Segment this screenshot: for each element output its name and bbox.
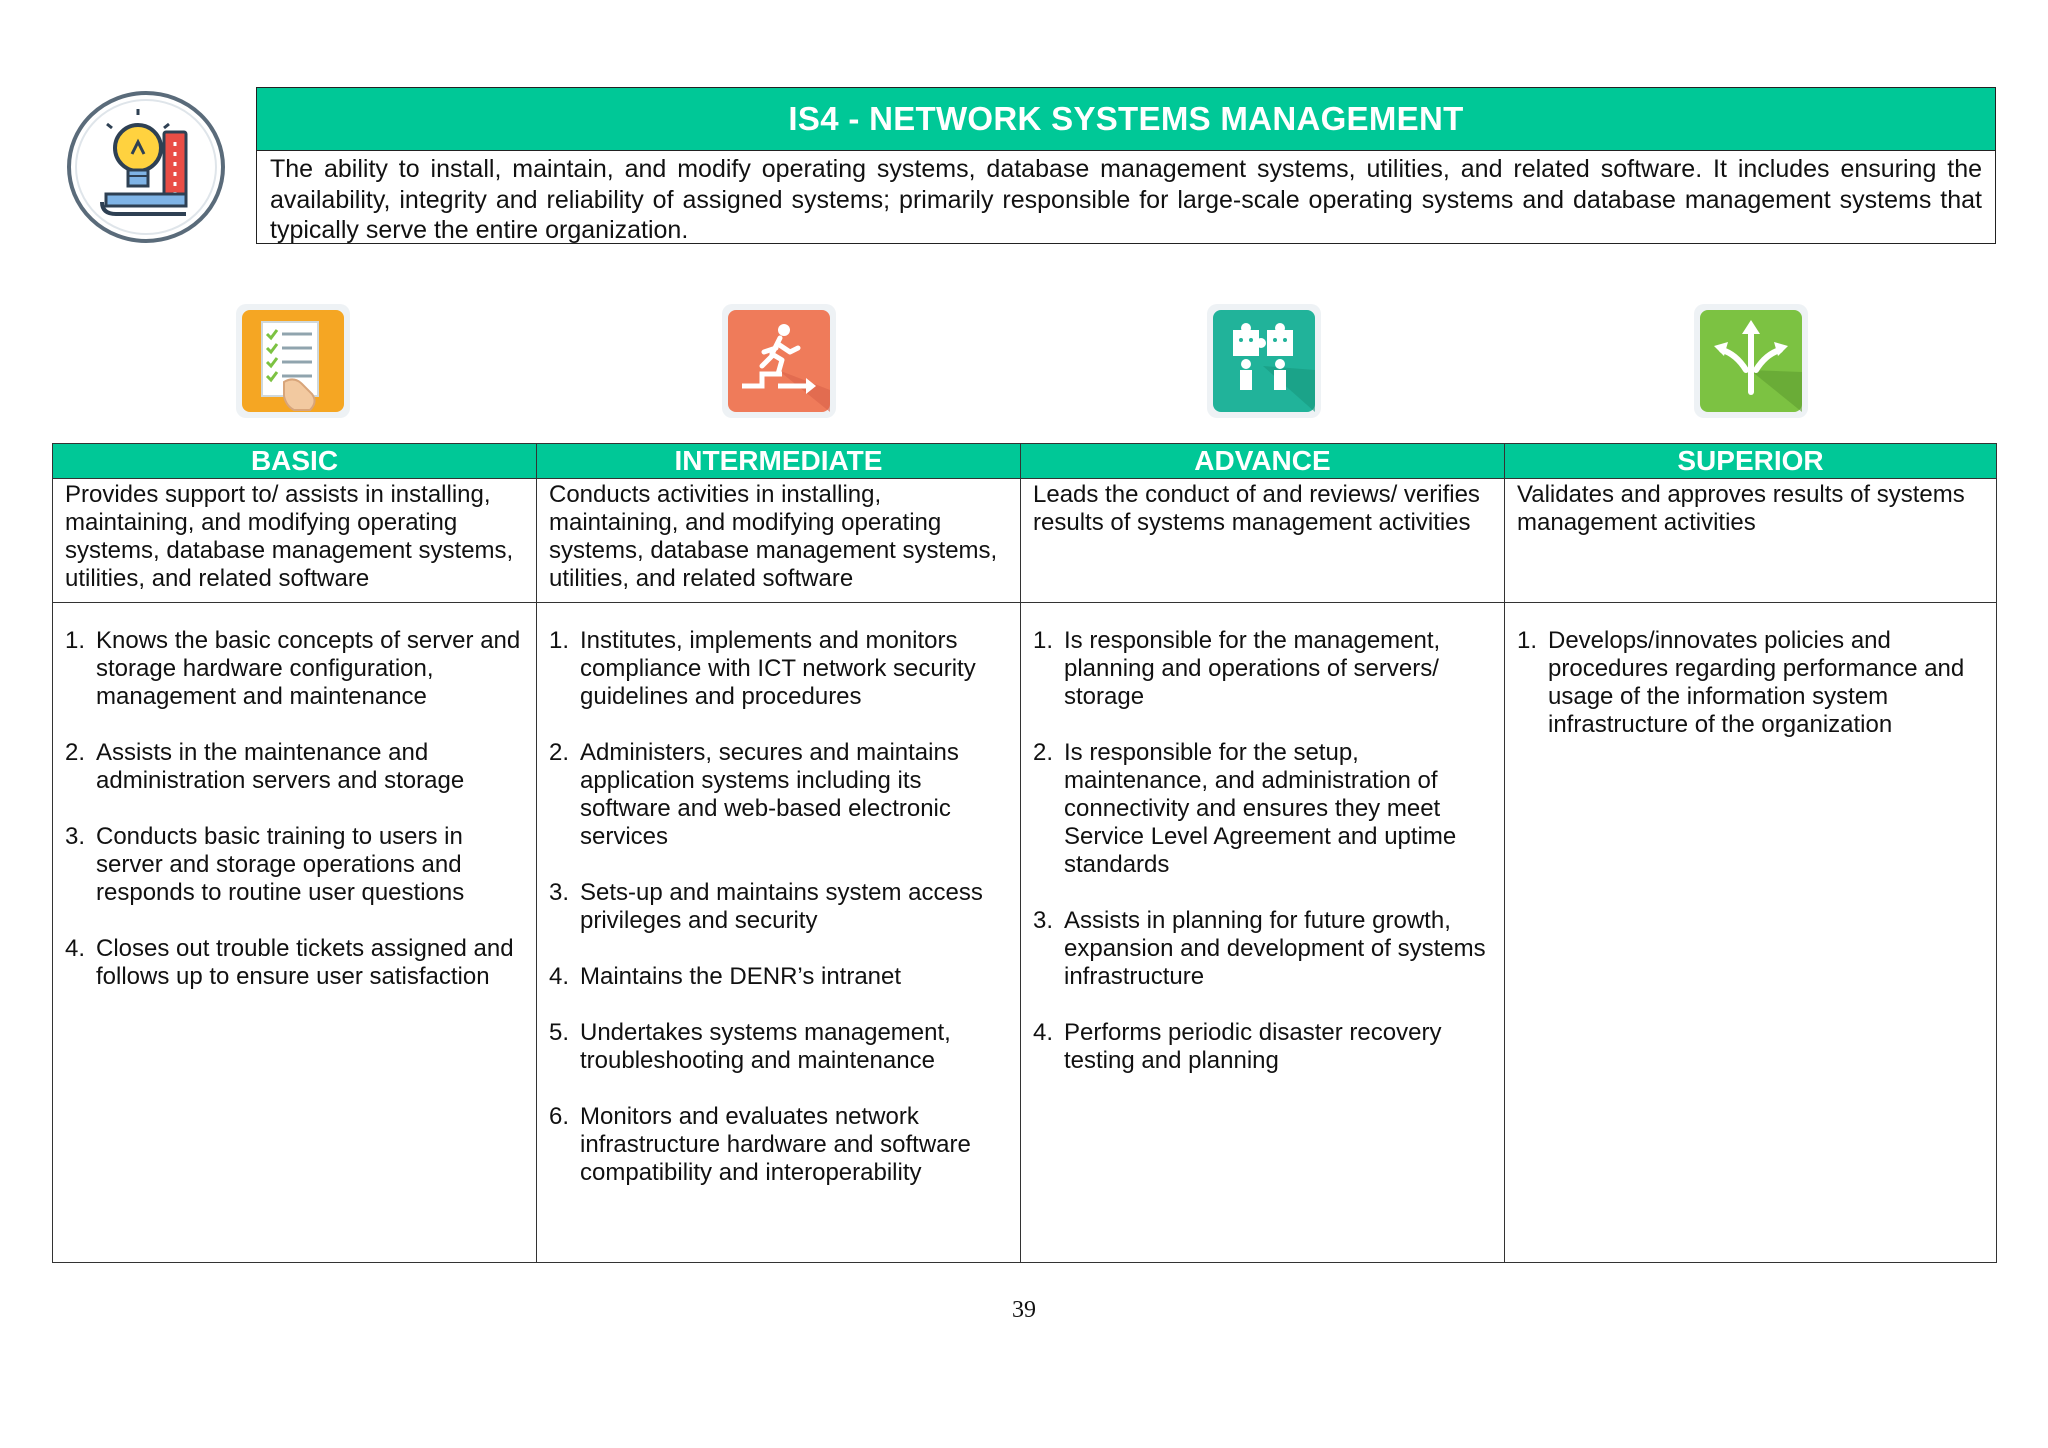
puzzle-people-icon xyxy=(1203,300,1325,422)
level-header-advance: ADVANCE xyxy=(1021,444,1505,479)
competency-title: IS4 - NETWORK SYSTEMS MANAGEMENT xyxy=(257,88,1995,151)
item-number: 4. xyxy=(65,934,86,962)
competency-header xyxy=(256,87,1996,244)
item-number: 3. xyxy=(1033,906,1054,934)
list-item xyxy=(1033,1019,1494,1075)
item-number: 3. xyxy=(65,822,86,850)
crossroads-arrows-icon xyxy=(1690,300,1812,422)
list-item xyxy=(1033,739,1494,879)
checklist-icon xyxy=(232,300,354,422)
list-item xyxy=(549,879,1010,935)
item-number: 2. xyxy=(65,738,86,766)
item-number: 3. xyxy=(549,878,570,906)
summary-cell-basic xyxy=(53,479,537,603)
item-text: Is responsible for the setup, maintenance, and administration of connectivity and ensures they meet Service Level Agreement and uptime standards xyxy=(1064,738,1457,878)
running-stairs-icon xyxy=(718,300,840,422)
item-text: Knows the basic concepts of server and storage hardware configuration, management and maintenance xyxy=(96,626,521,710)
list-item xyxy=(65,935,526,991)
item-number: 6. xyxy=(549,1102,570,1130)
page-number: 39 xyxy=(1012,1297,1036,1323)
level-header-intermediate: INTERMEDIATE xyxy=(537,444,1021,479)
indicator-list xyxy=(1021,603,1504,1075)
item-text: Monitors and evaluates network infrastructure hardware and software compatibility and interoperability xyxy=(580,1102,971,1186)
item-text: Closes out trouble tickets assigned and follows up to ensure user satisfaction xyxy=(96,934,514,990)
list-item xyxy=(549,739,1010,851)
list-item xyxy=(1033,907,1494,991)
item-number: 1. xyxy=(549,626,570,654)
summary-cell-superior xyxy=(1505,479,1997,603)
list-item xyxy=(65,739,526,795)
list-item xyxy=(65,627,526,711)
item-number: 4. xyxy=(549,962,570,990)
level-header-superior: SUPERIOR xyxy=(1505,444,1997,479)
item-text: Performs periodic disaster recovery testing and planning xyxy=(1064,1018,1442,1074)
indicators-cell-basic xyxy=(53,602,537,1262)
level-summary: Conducts activities in installing, maintaining, and modifying operating systems, database management systems, utilities, and related software xyxy=(549,481,998,592)
indicators-cell-intermediate xyxy=(537,602,1021,1262)
levels-indicators-row xyxy=(53,602,1997,1262)
list-item xyxy=(1033,627,1494,711)
item-text: Develops/innovates policies and procedures regarding performance and usage of the information system infrastructure of the organization xyxy=(1548,626,1965,738)
indicators-cell-advance xyxy=(1021,602,1505,1262)
level-summary: Validates and approves results of systems management activities xyxy=(1517,481,1965,536)
indicators-cell-superior xyxy=(1505,602,1997,1262)
list-item xyxy=(549,1103,1010,1187)
item-number: 2. xyxy=(549,738,570,766)
item-text: Conducts basic training to users in server and storage operations and responds to routine user questions xyxy=(96,822,465,906)
item-text: Maintains the DENR’s intranet xyxy=(580,962,902,990)
level-summary: Provides support to/ assists in installing, maintaining, and modifying operating systems, database management systems, utilities, and related software xyxy=(65,481,514,592)
proficiency-levels-table xyxy=(52,443,1997,1263)
levels-summary-row xyxy=(53,479,1997,603)
level-header-basic: BASIC xyxy=(53,444,537,479)
list-item xyxy=(549,1019,1010,1075)
indicator-list xyxy=(537,603,1020,1187)
list-item xyxy=(1517,627,1986,739)
list-item xyxy=(549,963,1010,991)
item-number: 5. xyxy=(549,1018,570,1046)
item-number: 1. xyxy=(1033,626,1054,654)
item-text: Is responsible for the management, planning and operations of servers/ storage xyxy=(1064,626,1441,710)
list-item xyxy=(65,823,526,907)
indicator-list xyxy=(1505,603,1996,739)
indicator-list xyxy=(53,603,536,991)
item-number: 1. xyxy=(1517,626,1538,654)
item-number: 4. xyxy=(1033,1018,1054,1046)
levels-header-row xyxy=(53,444,1997,479)
item-number: 1. xyxy=(65,626,86,654)
summary-cell-intermediate xyxy=(537,479,1021,603)
level-summary: Leads the conduct of and reviews/ verifies results of systems management activities xyxy=(1033,481,1480,536)
list-item xyxy=(549,627,1010,711)
lightbulb-book-icon xyxy=(66,90,226,244)
item-text: Administers, secures and maintains application systems including its software and web-based electronic services xyxy=(580,738,959,850)
item-number: 2. xyxy=(1033,738,1054,766)
item-text: Assists in the maintenance and administration servers and storage xyxy=(96,738,465,794)
summary-cell-advance xyxy=(1021,479,1505,603)
item-text: Institutes, implements and monitors compliance with ICT network security guidelines and procedures xyxy=(580,626,976,710)
item-text: Undertakes systems management, troubleshooting and maintenance xyxy=(580,1018,951,1074)
item-text: Assists in planning for future growth, expansion and development of systems infrastructure xyxy=(1064,906,1486,990)
item-text: Sets-up and maintains system access privileges and security xyxy=(580,878,983,934)
competency-description: The ability to install, maintain, and modify operating systems, database management systems, utilities, and related software. It includes ensuring the availability, integrity and reliability of assigned systems; primarily responsible for large-scale operating systems and database management systems that typically serve the entire organization. xyxy=(270,155,1982,244)
